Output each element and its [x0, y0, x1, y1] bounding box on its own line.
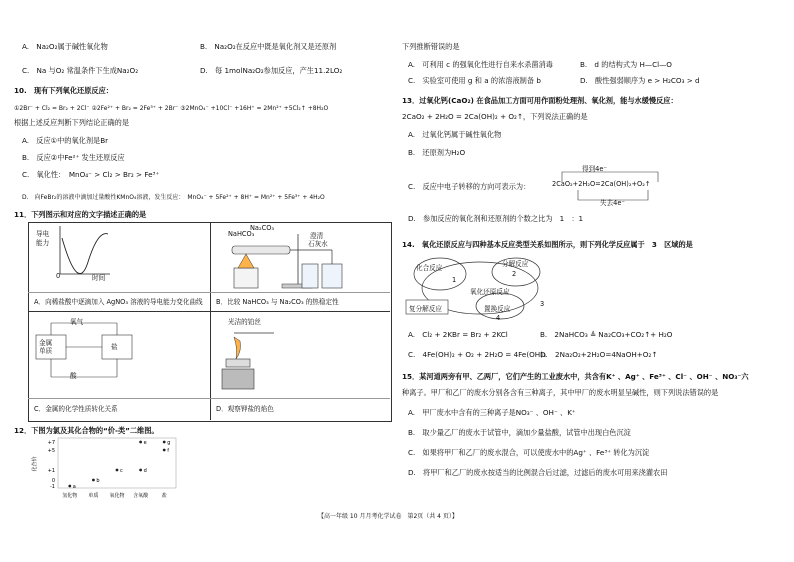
chart-origin: 0: [56, 272, 61, 280]
x-category-label: 氧化物: [109, 493, 125, 499]
q14-title: 14. 氧化还原反应与四种基本反应类型关系如图所示，则下列化学反应属于 3 区域的是: [402, 240, 693, 249]
y-tick-label: +5: [47, 448, 55, 454]
data-point: [139, 469, 142, 472]
q14-option-c: C. 4Fe(OH)₂ + O₂ + 2H₂O = 4Fe(OH)₃: [408, 350, 546, 359]
q15-stem: 种离子。甲厂和乙厂的废水分别各含有三种离子，其中甲厂的废水明显呈碱性，则下列说法错误的是: [402, 388, 719, 397]
label-oxygen: 氧气: [70, 318, 84, 326]
q11-title: 11．下列图示和对应的文字描述正确的是: [14, 210, 147, 219]
q13-title: 13．过氧化钙(CaO₂) 在食品加工方面可用作面粉处理剂、氧化剂，能与水缓慢反应：: [402, 96, 678, 105]
data-point: [139, 441, 142, 444]
q10-stem: 根据上述反应判断下列结论正确的是: [14, 118, 130, 127]
y-tick-label: +1: [47, 468, 55, 474]
label-metal: 金属: [39, 339, 53, 347]
q15-title: 15．某河道两旁有甲、乙两厂，它们产生的工业废水中，共含有K⁺ 、Ag⁺ 、Fe³⁺ 、Cl⁻ 、OH⁻ 、NO₃⁻六: [402, 372, 749, 381]
q9-option-d: D. 每 1molNa₂O₂参加反应，产生11.2LO₂: [200, 66, 343, 75]
label-acid: 酸: [70, 372, 77, 380]
q10-option-d: D. 向FeBr₂的溶液中滴加过量酸性KMnO₄溶液，发生反应： MnO₄⁻ + 5Fe²⁺ + 8H⁺ = Mn²⁺ + 5Fe³⁺ + 4H₂O: [22, 194, 325, 201]
table-divider: [28, 292, 390, 293]
q14-option-d: D. 2Na₂O₂+2H₂O=4NaOH+O₂↑: [540, 350, 658, 359]
q9-option-b: B. Na₂O₂在反应中既是氧化剂又是还原剂: [200, 42, 337, 51]
data-point: [68, 485, 71, 488]
chart-ylabel: 能力: [36, 239, 50, 247]
venn-region-3: 3: [540, 300, 545, 308]
data-point: [163, 449, 166, 452]
venn-region-1: 1: [452, 276, 457, 284]
q11-caption-d: D．观察钾盐的焰色: [216, 405, 274, 413]
table-divider: [28, 398, 390, 399]
chart-plot-area: [58, 438, 176, 488]
q14-option-b: B. 2NaHCO₃ ≜ Na₂CO₃+CO₂↑+ H₂O: [540, 330, 673, 339]
venn-decomposition: 分解反应: [502, 260, 529, 268]
label-na2co3: Na₂CO₃: [250, 224, 275, 232]
q13-option-c: C. 反应中电子转移的方向可表示为：: [408, 182, 531, 191]
chart-xlabel: 时间: [92, 274, 106, 282]
y-tick-label: +7: [47, 440, 55, 446]
label-nahco3: NaHCO₃: [228, 230, 255, 238]
page-footer: 【高一年级 10 月月考化学试卷 第2页（共 4 页）】: [318, 513, 458, 520]
q13-equation: 2CaO₂ + 2H₂O = 2Ca(OH)₂ + O₂↑，下列说法正确的是: [402, 112, 588, 121]
q10-option-c: C. 氧化性： MnO₄⁻ > Cl₂ > Br₂ > Fe³⁺: [22, 170, 160, 179]
q15-option-b: B. 取少量乙厂的废水于试管中，滴加少量盐酸，试管中出现白色沉淀: [408, 428, 631, 437]
label-gain-electrons: 得到4e⁻: [582, 165, 607, 173]
x-category-label: 含氧酸: [133, 493, 149, 499]
table-divider: [28, 311, 390, 312]
q10-option-a: A. 反应①中的氧化剂是Br: [22, 136, 109, 145]
q15-option-c: C. 如果将甲厂和乙厂的废水混合，可以使废水中的Ag⁺ 、Fe³⁺ 转化为沉淀: [408, 448, 650, 457]
data-point-label: c: [120, 468, 123, 474]
q12-option-c: C. 实验室可使用 g 和 a 的浓溶液制备 b: [408, 76, 541, 85]
q13-option-a: A. 过氧化钙属于碱性氧化物: [408, 130, 502, 139]
table-divider: [210, 222, 211, 420]
data-point-label: g: [167, 440, 171, 446]
label-platinum-wire: 光洁的铂丝: [228, 318, 261, 326]
data-point: [92, 479, 95, 482]
venn-double-replacement: 复分解反应: [409, 305, 442, 313]
q9-option-a: A. Na₂O₂属于碱性氧化物: [22, 42, 108, 51]
label-lose-electrons: 失去4e⁻: [600, 199, 625, 207]
q13-option-d: D. 参加反应的氧化剂和还原剂的个数之比为 1 ：1: [408, 214, 584, 223]
venn-region-4: 4: [496, 314, 501, 322]
x-category-label: 单质: [88, 493, 99, 499]
x-category-label: 氢化物: [62, 493, 78, 499]
y-tick-label: -1: [50, 484, 55, 490]
x-category-label: 盐: [161, 493, 167, 499]
q12-option-b: B. d 的结构式为 H—Cl—O: [580, 60, 672, 69]
conductivity-chart: [30, 224, 208, 292]
q13-option-b: B. 还原剂为H₂O: [408, 148, 466, 157]
label-salt: 盐: [111, 343, 118, 351]
q10-option-b: B. 反应②中Fe²⁺ 发生还原反应: [22, 153, 125, 162]
y-axis-label: 化合价: [32, 456, 38, 472]
venn-single-replacement: 置换反应: [484, 305, 511, 313]
chlorine-valence-chart: [30, 436, 210, 506]
q12-intro: 下列推断错误的是: [402, 42, 460, 51]
data-point-label: d: [143, 468, 147, 474]
q9-option-c: C. Na 与O₂ 常温条件下生成Na₂O₂: [22, 66, 139, 75]
q10-title: 10. 现有下列氧化还原反应：: [14, 86, 113, 95]
venn-region-2: 2: [512, 270, 517, 278]
q12-option-d: D. 酸性强弱顺序为 e > H₂CO₃ > d: [580, 76, 700, 85]
q15-option-d: D. 将甲厂和乙厂的废水按适当的比例混合后过滤，过滤后的废水可用来浇灌农田: [408, 468, 668, 477]
q12-option-a: A. 可利用 c 的强氧化性进行自来水杀菌消毒: [408, 60, 553, 69]
q14-option-a: A. Cl₂ + 2KBr = Br₂ + 2KCl: [408, 330, 508, 339]
y-tick-label: 0: [51, 478, 55, 484]
label-limewater: 石灰水: [308, 240, 328, 248]
venn-combination: 化合反应: [416, 264, 443, 272]
data-point-label: a: [72, 484, 76, 490]
q11-caption-a: A．向稀盐酸中逐滴加入 AgNO₃ 溶液的导电能力变化曲线: [34, 298, 203, 306]
q10-equations: ①2Br⁻ + Cl₂ = Br₂ + 2Cl⁻ ②2Fe²⁺ + Br₂ = 2Fe³⁺ + 2Br⁻ ③2MnO₄⁻ +10Cl⁻ +16H⁺ = 2Mn²⁺ +5Cl₂↑ +8H₂O: [14, 105, 329, 112]
data-point: [116, 469, 119, 472]
label-metal: 单质: [39, 347, 53, 355]
q11-caption-b: B．比较 NaHCO₃ 与 Na₂CO₃ 的热稳定性: [216, 298, 339, 306]
data-point: [163, 441, 166, 444]
q15-option-a: A. 甲厂废水中含有的三种离子是NO₃⁻ 、OH⁻ 、K⁺: [408, 408, 576, 417]
venn-redox: 氧化还原反应: [470, 288, 510, 296]
chart-ylabel: 导电: [36, 230, 50, 238]
q11-caption-c: C．金属的化学性质转化关系: [34, 405, 118, 413]
data-point-label: e: [143, 440, 147, 446]
label-limewater: 澄清: [310, 232, 324, 240]
electron-transfer-equation: 2CaO₂+2H₂O=2Ca(OH)₂+O₂↑: [552, 180, 651, 188]
data-point-label: b: [96, 478, 100, 484]
data-point-label: f: [167, 448, 169, 454]
metal-conversion-diagram: [30, 313, 208, 397]
q12-title: 12．下图为氯及其化合物的“价-类”二维图。: [14, 426, 159, 435]
